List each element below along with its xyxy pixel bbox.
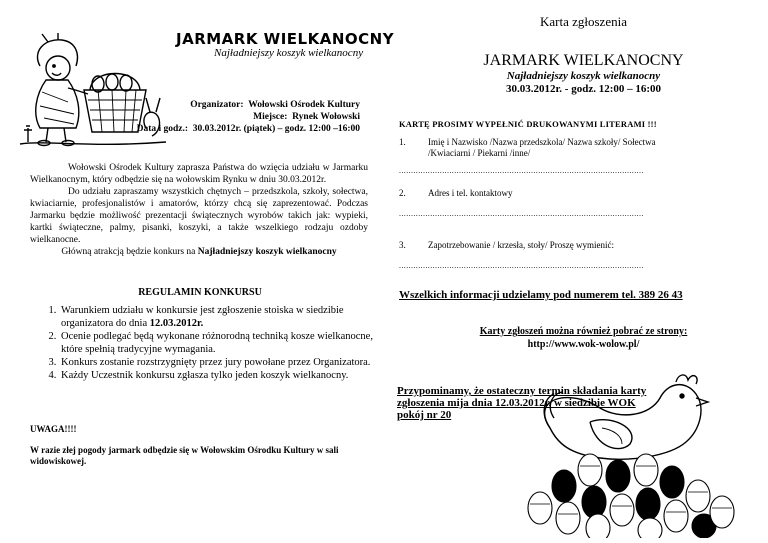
form-field-3 [399, 240, 699, 251]
organizer-label: Organizator: [190, 100, 244, 110]
field-label: Adres i tel. kontaktowy [428, 188, 513, 198]
form-field-2 [399, 188, 699, 199]
place-value: Rynek Wołowski [292, 112, 360, 122]
intro-paragraph-2: Do udziału zapraszamy wszystkich chętnych – przedszkola, szkoły, sołectwa, kwiaciarnie, profesjonalistów i amatorów, którzy chcą się zaprezentować. Podczas Jarmarku będzie możliwość prezentacji świątecznych wyrobów takich jak: wypieki, kartki świąteczne, palmy, pisanki, koszyki, a także wszelkiego rodzaju ozdoby wielkanocne. [30, 187, 368, 245]
field-label: Zapotrzebowanie / krzesła, stoły/ Proszę wymienić: [428, 240, 614, 250]
organizer-block [137, 99, 360, 135]
caps-notice: KARTĘ PROSIMY WYPEŁNIĆ DRUKOWANYMI LITERAMI !!! [399, 119, 657, 129]
field-number: 3. [399, 240, 406, 250]
field-number: 2. [399, 188, 406, 198]
rule-bold: 12.03.2012r. [149, 318, 204, 329]
regulamin-title: REGULAMIN KONKURSU [138, 287, 262, 298]
date-value: 30.03.2012r. (piątek) – godz. 12:00 –16:00 [192, 124, 360, 134]
date-label: Data i godz.: [136, 124, 189, 134]
field-number: 1. [399, 137, 406, 147]
download-info: Karty zgłoszeń można również pobrać ze strony: [479, 326, 688, 337]
place-label: Miejsce: [253, 112, 288, 122]
rule-item [59, 356, 389, 369]
rule-text: Każdy Uczestnik konkursu zgłasza tylko jeden koszyk wielkanocny. [61, 370, 349, 381]
rule-item [59, 330, 389, 356]
intro-p3-bold: Najładniejszy koszyk wielkanocny [197, 247, 337, 257]
website-link[interactable]: http://www.wok-wolow.pl/ [527, 339, 640, 350]
left-title: JARMARK WIELKANOCNY [176, 30, 395, 48]
rule-item [59, 369, 389, 382]
intro-text [30, 162, 368, 258]
field-label: Imię i Nazwisko /Nazwa przedszkola/ Nazwa szkoły/ Sołectwa /Kwiaciarni / Piekarni /inne/ [428, 137, 656, 158]
right-title: JARMARK WIELKANOCNY [483, 52, 684, 69]
form-title: Karta zgłoszenia [540, 14, 627, 29]
left-subtitle: Najładniejszy koszyk wielkanocny [214, 47, 364, 59]
rule-item [59, 304, 389, 330]
rules-list [40, 304, 389, 382]
right-subtitle: Najładniejszy koszyk wielkanocny [506, 70, 661, 82]
rain-note: W razie złej pogody jarmark odbędzie się w Wołowskim Ośrodku Kultury w sali widowiskowej. [30, 445, 339, 466]
right-date: 30.03.2012r. - godz. 12:00 – 16:00 [505, 83, 662, 95]
rule-text: Ocenie podlegać będą wykonane różnorodną techniką kosze wielkanocne, które spełnią tradycyjne wymagania. [61, 331, 373, 355]
uwaga-heading: UWAGA!!!! [30, 424, 77, 434]
rule-text: Warunkiem udziału w konkursie jest zgłoszenie stoiska w siedzibie organizatora do dnia [61, 305, 344, 329]
fill-line-2[interactable]: ...................................................................................................... [399, 209, 644, 218]
intro-p3-prefix: Główną atrakcją będzie konkurs na [61, 247, 198, 257]
rule-text: Konkurs zostanie rozstrzygnięty przez jury powołane przez Organizatora. [61, 357, 371, 368]
hen-on-eggs-icon [510, 358, 750, 538]
form-field-1 [399, 137, 699, 159]
deadline-reminder: Przypominamy, że ostateczny termin składania karty zgłoszenia mija dnia 12.03.2012r. w siedzibie WOK pokój nr 20 [397, 385, 647, 421]
phone-info: Wszelkich informacji udzielamy pod numerem tel. 389 26 43 [399, 289, 683, 301]
organizer-value: Wołowski Ośrodek Kultury [248, 100, 360, 110]
intro-paragraph-3 [30, 246, 368, 258]
fill-line-3[interactable]: ...................................................................................................... [399, 261, 644, 270]
fill-line-1[interactable]: ...................................................................................................... [399, 166, 644, 175]
intro-paragraph-1: Wołowski Ośrodek Kultury zaprasza Państwa do wzięcia udziału w Jarmarku Wielkanocnym, który odbędzie się na wołowskim Rynku w dniu 30.03.2012r. [30, 163, 368, 185]
